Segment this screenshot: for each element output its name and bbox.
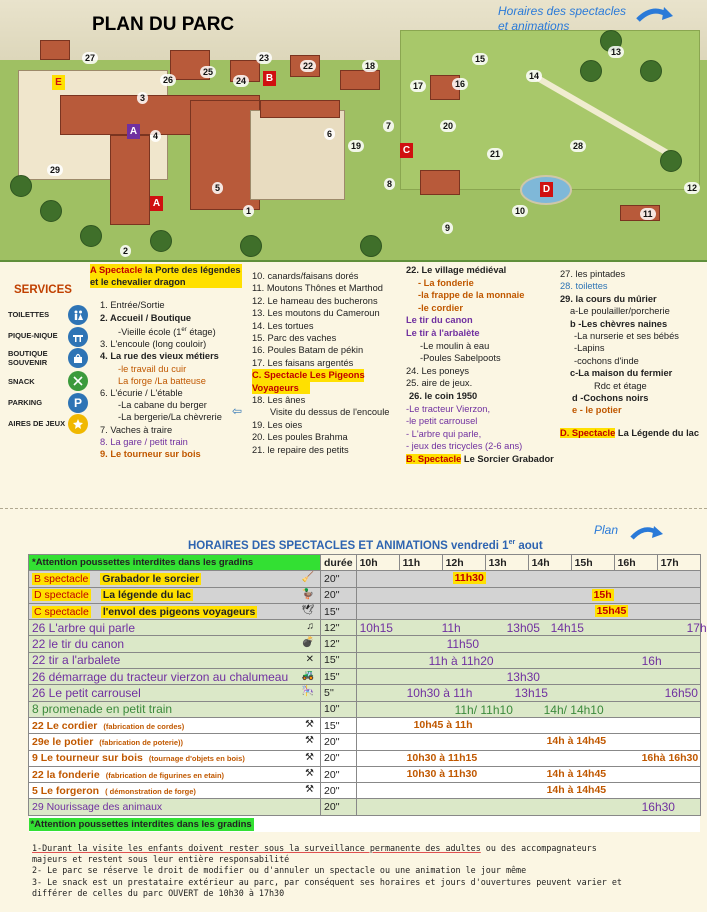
time-value: 10h30 à 11h30 xyxy=(406,767,478,780)
legend-item-10: 10. canards/faisans dorés xyxy=(252,271,359,281)
spectacle-b-label: B. Spectacle xyxy=(406,453,462,464)
tree-icon xyxy=(360,235,382,257)
service-toilettes: TOILETTES xyxy=(8,310,50,319)
tree-icon xyxy=(150,230,172,252)
map-number[interactable]: 22 xyxy=(300,60,316,72)
map-number[interactable]: 10 xyxy=(512,205,528,217)
footer-warning-cell xyxy=(29,815,357,831)
legend-item-22b: -la frappe de la monnaie xyxy=(418,290,525,301)
legend-item-21: 21. le repaire des petits xyxy=(252,444,349,455)
map-number[interactable]: 29 xyxy=(47,164,63,176)
time-value: 16h30 xyxy=(641,800,675,815)
map-letter-e[interactable]: E xyxy=(52,75,65,90)
time-value: 11h à 11h20 xyxy=(428,653,494,668)
table-row xyxy=(29,652,701,668)
activity-name: 26 démarrage du tracteur vierzon au chalumeau xyxy=(32,669,289,684)
spectacle-a-text2: et le chevalier dragon xyxy=(90,276,242,288)
schedule-section xyxy=(0,508,707,912)
playground-icon xyxy=(68,414,88,434)
map-number[interactable]: 23 xyxy=(256,52,272,64)
time-value: 13h30 xyxy=(506,670,540,685)
map-barn-roof xyxy=(260,100,340,118)
table-row xyxy=(29,783,701,799)
footer-warning-row xyxy=(29,815,701,831)
map-number[interactable]: 2 xyxy=(120,245,131,257)
map-number[interactable]: 12 xyxy=(684,182,700,194)
legend-item-29b: b -Les chèvres naines xyxy=(570,318,668,329)
legend-item-4: 4. La rue des vieux métiers xyxy=(100,351,219,362)
activity-note: (fabrication de poterie)) xyxy=(99,737,184,747)
time-value: 13h15 xyxy=(514,686,548,701)
legend-item-20: 20. Les poules Brahma xyxy=(252,432,348,443)
header-hour: 10h xyxy=(356,555,399,571)
table-row xyxy=(29,701,701,717)
parking-icon: P xyxy=(68,393,88,413)
activity-name-cell xyxy=(29,620,321,636)
time-value: 11h/ 11h10 xyxy=(454,702,513,717)
map-number[interactable]: 27 xyxy=(82,52,98,64)
activity-name-cell xyxy=(29,701,321,717)
legend-item-4c: La forge /La batteuse xyxy=(118,375,206,386)
note-1-rest: ou des accompagnateurs xyxy=(480,843,597,853)
worker-icon: ⚒ xyxy=(305,751,314,763)
legend-item-15: 15. Parc des vaches xyxy=(252,333,337,344)
map-title: PLAN DU PARC xyxy=(92,14,235,35)
table-row xyxy=(29,620,701,636)
activity-name-cell xyxy=(29,783,321,799)
header-hour: 14h xyxy=(528,555,571,571)
map-number[interactable]: 21 xyxy=(487,148,503,160)
map-barn xyxy=(250,110,345,200)
time-value: 15h45 xyxy=(596,604,627,617)
times-cell xyxy=(356,717,700,733)
time-value: 17h xyxy=(686,621,707,636)
legend-tir-arbalete: Le tir à l'arbalète xyxy=(406,327,480,338)
duration-cell: 10'' xyxy=(321,701,357,717)
tree-icon xyxy=(10,175,32,197)
legend-item-22: 22. Le village médiéval xyxy=(406,265,507,275)
tree-icon xyxy=(640,60,662,82)
activity-name: La légende du lac xyxy=(102,589,191,602)
curved-arrow-icon[interactable] xyxy=(634,4,674,26)
spectacle-prefix: D spectacle xyxy=(34,589,89,602)
time-value: 14h à 14h45 xyxy=(546,784,607,797)
legend-item-29f: c-La maison du fermier xyxy=(570,368,673,379)
legend-item-26c: - L'arbre qui parle, xyxy=(406,428,482,439)
duration-cell: 20'' xyxy=(321,766,357,782)
activity-name: 8 promenade en petit train xyxy=(32,702,173,717)
activity-note: ( démonstration de forge) xyxy=(105,786,196,796)
activity-note: (fabrication de cordes) xyxy=(103,721,185,731)
activity-name: 22 la fonderie xyxy=(32,768,100,781)
header-duree: durée xyxy=(321,555,357,571)
times-cell xyxy=(356,636,700,652)
map-number[interactable]: 24 xyxy=(233,75,249,87)
activity-note: (tournage d'objets en bois) xyxy=(148,754,245,764)
duration-cell: 20'' xyxy=(321,571,357,587)
legend-item-6c: -La bergerie/La chèvrerie xyxy=(118,412,222,423)
schedule-title-main: HORAIRES DES SPECTACLES ET ANIMATIONS vendredi 1 xyxy=(188,539,509,552)
spectacle-prefix: C spectacle xyxy=(34,605,89,618)
table-row xyxy=(29,717,701,733)
map-letter-d[interactable]: D xyxy=(540,182,553,197)
header-hour: 17h xyxy=(657,555,700,571)
map-number[interactable]: 6 xyxy=(324,128,335,140)
legend-item-19: 19. Les oies xyxy=(252,419,303,430)
activity-name: 5 Le forgeron xyxy=(32,784,100,797)
times-cell xyxy=(356,734,700,750)
tractor-icon: 🚜 xyxy=(301,670,314,682)
spectacle-c-line2: Voyageurs xyxy=(252,382,310,394)
legend-item-7: 7. Vaches à traire xyxy=(100,424,173,435)
header-hour: 12h xyxy=(442,555,485,571)
activity-name-cell xyxy=(29,636,321,652)
header-hour: 16h xyxy=(614,555,657,571)
activity-name: Grabador le sorcier xyxy=(102,572,200,585)
note-1-cont: majeurs et restent sous leur entière responsabilité xyxy=(32,854,290,865)
pigeon-icon: 🕊 xyxy=(301,604,314,616)
legend-item-18b-text: Visite du dessus de l'encoule xyxy=(270,407,390,418)
map-number[interactable]: 14 xyxy=(526,70,542,82)
activity-name-cell xyxy=(29,766,321,782)
tree-icon xyxy=(580,60,602,82)
service-boutique-souvenir: BOUTIQUE SOUVENIR xyxy=(8,349,48,367)
header-hour: 15h xyxy=(571,555,614,571)
duration-cell: 12'' xyxy=(321,620,357,636)
legend-item-26d: - jeux des tricycles (2-6 ans) xyxy=(406,441,523,452)
worker-icon: ⚒ xyxy=(305,718,314,730)
legend-poules: -Poules Sabelpoots xyxy=(420,353,501,364)
times-cell xyxy=(356,652,700,668)
header-warning: *Attention poussettes interdites dans les gradins xyxy=(29,555,321,571)
shop-icon xyxy=(68,348,88,368)
map-number[interactable]: 13 xyxy=(608,46,624,58)
times-cell xyxy=(356,766,700,782)
legend-item-25: 25. aire de jeux. xyxy=(406,378,473,389)
table-row xyxy=(29,571,701,587)
snack-icon xyxy=(68,371,88,391)
tree-icon xyxy=(240,235,262,257)
duration-cell: 20'' xyxy=(321,587,357,603)
legend-item-11: 11. Moutons Thônes et Marthod xyxy=(252,283,383,294)
map-house-6 xyxy=(40,40,70,60)
schedule-table xyxy=(28,554,707,832)
spectacle-a-text: la Porte des légendes xyxy=(144,265,241,275)
service-parking: PARKING xyxy=(8,398,43,407)
legend-item-22c: -le cordier xyxy=(418,302,463,313)
time-value: 16h50 xyxy=(664,686,698,701)
spectacle-prefix: B spectacle xyxy=(34,572,89,585)
map-number[interactable]: 7 xyxy=(383,120,394,132)
legend-item-17: 17. Les faisans argentés xyxy=(252,357,354,368)
activity-name: 22 Le cordier xyxy=(32,719,98,732)
map-number[interactable]: 25 xyxy=(200,66,216,78)
legend-item-29d: -Lapins xyxy=(574,343,605,354)
duration-cell: 15'' xyxy=(321,717,357,733)
time-value: 13h05 xyxy=(506,621,540,636)
map-number[interactable]: 3 xyxy=(137,92,148,104)
times-cell xyxy=(356,750,700,766)
legend-item-29h: d -Cochons noirs xyxy=(572,393,649,404)
schedule-title xyxy=(28,538,698,555)
picnic-icon xyxy=(68,327,88,347)
table-row xyxy=(29,750,701,766)
table-row xyxy=(29,685,701,701)
activity-name-cell xyxy=(29,587,321,603)
legend-item-22a: - La fonderie xyxy=(418,277,474,288)
legend-item-28: 28. toilettes xyxy=(560,281,608,292)
legend-item-3: 3. L'encoule (long couloir) xyxy=(100,339,207,350)
note-3-cont: différer de celles du parc OUVERT de 10h30 à 17h30 xyxy=(32,887,285,898)
footer-empty xyxy=(356,815,700,831)
map-number[interactable]: 9 xyxy=(442,222,453,234)
time-value: 16h xyxy=(641,653,662,668)
map-building-west xyxy=(110,135,150,225)
park-map xyxy=(0,0,707,262)
map-number[interactable]: 20 xyxy=(440,120,456,132)
legend-moulin: -Le moulin à eau xyxy=(420,340,490,351)
map-house-4 xyxy=(340,70,380,90)
activity-name: l'envol des pigeons voyageurs xyxy=(102,605,256,618)
horaires-link[interactable] xyxy=(498,4,626,34)
legend-item-4b: -le travail du cuir xyxy=(118,363,187,374)
worker-icon: ⚒ xyxy=(305,735,314,747)
note-1-underlined: 1-Durant la visite les enfants doivent rester sous la surveillance permanente des adultes xyxy=(32,843,481,853)
duration-cell: 15'' xyxy=(321,652,357,668)
legend-item-29: 29. la cours du mûrier xyxy=(560,293,657,304)
activity-name: 22 le tir du canon xyxy=(32,637,125,652)
time-value: 10h30 à 11h15 xyxy=(406,751,478,764)
times-cell xyxy=(356,783,700,799)
legend-col-1 xyxy=(90,264,242,460)
time-value: 14h15 xyxy=(550,621,584,636)
time-value: 11h xyxy=(441,621,461,636)
activity-name-cell xyxy=(29,652,321,668)
map-letter-b[interactable]: B xyxy=(263,71,276,86)
times-cell xyxy=(356,571,700,587)
map-letter-a[interactable]: A xyxy=(127,124,140,139)
header-hour: 13h xyxy=(485,555,528,571)
legend-col-3 xyxy=(406,264,554,466)
spectacle-a xyxy=(90,264,242,276)
map-number[interactable]: 18 xyxy=(362,60,378,72)
activity-name-cell xyxy=(29,669,321,685)
carousel-icon: 🎠 xyxy=(301,686,314,698)
time-value: 11h30 xyxy=(454,572,484,585)
legend-item-29g: Rdc et étage xyxy=(594,380,647,391)
table-row xyxy=(29,669,701,685)
activity-name: 26 L'arbre qui parle xyxy=(32,620,136,635)
activity-name-cell xyxy=(29,734,321,750)
time-value: 15h xyxy=(593,588,612,601)
legend-item-1: 1. Entrée/Sortie xyxy=(100,300,165,311)
legend-item-6: 6. L'écurie / L'étable xyxy=(100,387,183,398)
worker-icon: ⚒ xyxy=(305,767,314,779)
table-row xyxy=(29,799,701,815)
time-value: 14h à 14h45 xyxy=(546,767,607,780)
horaires-link-line1: Horaires des spectacles xyxy=(498,4,627,18)
plan-link[interactable]: Plan xyxy=(594,523,619,537)
map-number[interactable]: 4 xyxy=(150,130,161,142)
footer-warning: *Attention poussettes interdites dans les gradins xyxy=(30,818,252,830)
duration-cell: 12'' xyxy=(321,636,357,652)
legend-item-13: 13. Les moutons du Cameroun xyxy=(252,308,380,319)
legend-item-29a: a-Le poulailler/porcherie xyxy=(570,306,670,317)
duration-cell: 20'' xyxy=(321,750,357,766)
activity-name: 29 Nourissage des animaux xyxy=(32,801,163,814)
time-value: 16hà 16h30 xyxy=(641,751,699,764)
note-2: 2- Le parc se réserve le droit de modifier ou d'annuler un spectacle ou une animation le jour même xyxy=(32,865,527,876)
legend-tir-canon: Le tir du canon xyxy=(406,315,473,326)
legend-item-2b xyxy=(90,324,242,338)
time-value: 10h15 xyxy=(359,621,393,636)
legend-item-18b xyxy=(232,404,390,419)
map-number[interactable]: 5 xyxy=(212,182,223,194)
activity-name-cell xyxy=(29,799,321,815)
map-number[interactable]: 17 xyxy=(410,80,426,92)
activity-name-cell xyxy=(29,603,321,619)
times-cell xyxy=(356,669,700,685)
legend-item-2b-sup: er xyxy=(181,326,187,333)
time-value: 10h45 à 11h xyxy=(413,718,473,731)
legend-item-16: 16. Poules Batam de pékin xyxy=(252,345,364,356)
legend-item-29e: -cochons d'inde xyxy=(574,355,639,366)
duration-cell: 15'' xyxy=(321,603,357,619)
map-house-7 xyxy=(420,170,460,195)
legend-item-18: 18. Les ânes xyxy=(252,395,306,406)
service-aires-de-jeux: AIRES DE JEUX xyxy=(8,419,66,428)
time-value: 14h à 14h45 xyxy=(546,735,607,748)
legend-item-2: 2. Accueil / Boutique xyxy=(100,312,192,323)
schedule-title-end: aout xyxy=(515,539,543,552)
spectacle-b-text: Le Sorcier Grabador xyxy=(463,453,554,464)
duration-cell: 20'' xyxy=(321,783,357,799)
map-number[interactable]: 1 xyxy=(243,205,254,217)
legend-col-2 xyxy=(232,270,390,456)
legend-item-12: 12. Le hameau des bucherons xyxy=(252,295,378,306)
spectacle-c: C. Spectacle Les Pigeons xyxy=(252,370,365,381)
legend-item-26a: -Le tracteur Vierzon, xyxy=(406,403,491,414)
map-number[interactable]: 19 xyxy=(348,140,364,152)
duration-cell: 5'' xyxy=(321,685,357,701)
notes xyxy=(32,843,632,899)
spectacle-d-text: La Légende du lac xyxy=(617,427,699,438)
cannon-icon: 💣 xyxy=(301,637,314,649)
table-row xyxy=(29,766,701,782)
duration-cell: 15'' xyxy=(321,669,357,685)
activity-name-cell xyxy=(29,685,321,701)
legend-item-9: 9. Le tourneur sur bois xyxy=(100,448,201,459)
map-number[interactable]: 15 xyxy=(472,53,488,65)
service-snack: SNACK xyxy=(8,377,35,386)
services-title: SERVICES xyxy=(14,284,72,296)
legend-item-8: 8. La gare / petit train xyxy=(100,436,188,447)
time-value: 10h30 à 11h xyxy=(406,686,473,701)
legend-item-27: 27. les pintades xyxy=(560,269,626,279)
header-hour: 11h xyxy=(399,555,442,571)
times-cell xyxy=(356,701,700,717)
duck-icon: 🦆 xyxy=(301,588,314,600)
activity-name-cell xyxy=(29,571,321,587)
activity-name-cell xyxy=(29,717,321,733)
tree-icon xyxy=(40,200,62,222)
activity-name: 26 Le petit carrousel xyxy=(32,686,141,701)
horaires-link-line2: et animations xyxy=(498,19,570,33)
legend-item-14: 14. Les tortues xyxy=(252,320,314,331)
tree-icon xyxy=(660,150,682,172)
times-cell xyxy=(356,587,700,603)
schedule-title-sup: er xyxy=(508,539,516,546)
times-cell xyxy=(356,799,700,815)
activity-name: 29e le potier xyxy=(32,735,94,748)
map-number[interactable]: 16 xyxy=(452,78,468,90)
arrow-left-icon: ⇦ xyxy=(232,404,243,419)
spectacle-d xyxy=(560,427,699,439)
table-header-row xyxy=(29,555,701,571)
note-1 xyxy=(32,843,632,854)
legend-item-26b: -le petit carrousel xyxy=(406,416,478,427)
toilet-icon xyxy=(68,305,88,325)
map-letter-a[interactable]: A xyxy=(150,196,163,211)
legend-item-2b-pre: -Vieille école (1 xyxy=(118,326,182,337)
activity-note: (fabrication de figurines en etain) xyxy=(105,770,225,780)
table-row xyxy=(29,636,701,652)
witch-icon: 🧹 xyxy=(301,572,314,584)
activity-name: 9 Le tourneur sur bois xyxy=(32,752,143,765)
map-letter-c[interactable]: C xyxy=(400,143,413,158)
legend-item-6b: -La cabane du berger xyxy=(118,400,207,411)
worker-icon: ⚒ xyxy=(305,784,314,796)
legend-item-29i: e - le potier xyxy=(572,405,622,416)
map-meadow xyxy=(400,30,700,190)
map-number[interactable]: 8 xyxy=(384,178,395,190)
spectacle-d-label: D. Spectacle xyxy=(560,427,616,438)
music-icon: ♫ xyxy=(306,621,314,633)
legend xyxy=(0,262,707,500)
table-row xyxy=(29,587,701,603)
map-number[interactable]: 26 xyxy=(160,74,176,86)
tree-icon xyxy=(80,225,102,247)
legend-item-29c: -La nurserie et ses bébés xyxy=(574,331,679,342)
crossbow-icon: ✕ xyxy=(305,653,314,665)
service-pique-nique: PIQUE-NIQUE xyxy=(8,331,58,340)
note-3: 3- Le snack est un prestataire extérieur au parc, par conséquent ses horaires et jours d'ouvertures peuvent varier et xyxy=(32,876,622,887)
legend-item-24: 24. Les poneys xyxy=(406,365,470,376)
time-value: 14h/ 14h10 xyxy=(543,702,604,717)
spectacle-b xyxy=(406,453,554,466)
map-number[interactable]: 11 xyxy=(640,208,656,220)
table-row xyxy=(29,603,701,619)
activity-name: 22 tir a l'arbalete xyxy=(32,653,121,668)
legend-item-26: 26. le coin 1950 xyxy=(409,390,478,401)
times-cell xyxy=(356,620,707,636)
duration-cell: 20'' xyxy=(321,734,357,750)
legend-item-2b-post: étage) xyxy=(186,326,216,337)
map-number[interactable]: 28 xyxy=(570,140,586,152)
time-value: 11h50 xyxy=(446,637,480,652)
times-cell xyxy=(356,685,700,701)
table-row xyxy=(29,734,701,750)
times-cell xyxy=(356,603,700,619)
spectacle-a-label: A Spectacle xyxy=(90,265,143,275)
duration-cell: 20'' xyxy=(321,799,357,815)
legend-col-4 xyxy=(560,268,699,439)
activity-name-cell xyxy=(29,750,321,766)
